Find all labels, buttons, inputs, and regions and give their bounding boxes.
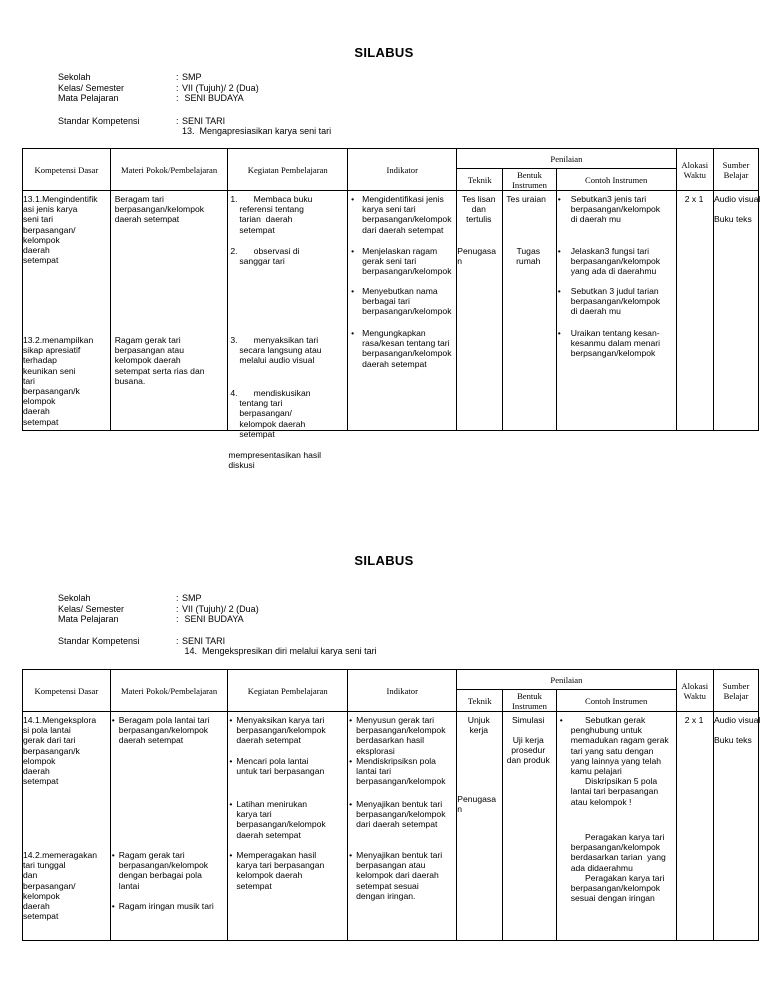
kegiatan-item: mempresentasikan hasil diskusi (228, 450, 322, 471)
bullet-icon: • (557, 246, 561, 256)
contoh-item: • Jelaskan3 fungsi tari berpasangan/kelompok yang ada di daerahmu (557, 246, 661, 277)
materi-item: • Ragam gerak tari berpasangan/kelompok dengan berbagai pola lantai (111, 850, 209, 891)
standar-kompetensi: Standar Kompetensi : SENI TARI 14. Mengekspresikan diri melalui karya seni tari (58, 636, 377, 656)
header-materi: Materi Pokok/Pembelajaran (110, 149, 228, 191)
info-row-sekolah: Sekolah : SMP (58, 72, 202, 82)
info-row-sekolah: Sekolah : SMP (58, 593, 202, 603)
materi-item: • Ragam iringan musik tari (111, 901, 214, 911)
header-kegiatan: Kegiatan Pembelajaran (228, 670, 348, 712)
kompetensi-cell (23, 712, 110, 940)
info-row-kelas: Kelas/ Semester : VII (Tujuh)/ 2 (Dua) (58, 82, 259, 93)
header-bentuk: Bentuk Instrumen (503, 169, 556, 191)
info-row-mapel: Mata Pelajaran : SENI BUDAYA (58, 614, 244, 624)
header-teknik: Teknik (457, 169, 503, 191)
sumber-item: Audio visual (714, 194, 761, 204)
kegiatan-item: 4. mendiskusikan tentang tari berpasangan/ kelompok daerah setempat (230, 388, 311, 439)
header-indikator: Indikator (348, 670, 457, 712)
header-kegiatan: Kegiatan Pembelajaran (228, 149, 348, 191)
info-row-mapel: Mata Pelajaran : SENI BUDAYA (58, 93, 244, 103)
teknik-item: Penugasa n (457, 794, 496, 815)
header-alokasi: Alokasi Waktu (676, 670, 713, 712)
bullet-icon: • (351, 246, 355, 256)
bentuk-cell (503, 191, 555, 430)
header-alokasi: Alokasi Waktu (676, 149, 713, 191)
header-sumber: Sumber Belajar (714, 670, 759, 712)
bentuk-item: Simulasi (512, 715, 545, 725)
indikator-item: • Mendiskripsiksn pola lantai tari berpasangan/kelompok (349, 756, 446, 787)
bentuk-item: Uji kerja prosedur dan produk (506, 735, 550, 766)
header-teknik: Teknik (457, 690, 503, 712)
bullet-icon: • (229, 850, 233, 860)
kompetensi-item: 14.1.Mengeksplora si pola lantai gerak dari tari berpasangan/k elompok daerah setempat (23, 715, 97, 787)
indikator-item: • Menyajikan bentuk tari berpasangan atau kelompok dari daerah setempat sesuai dengan iringan. (349, 850, 443, 901)
indikator-item: • Mengungkapkan rasa/kesan tentang tari berpasangan/kelompok daerah setempat (351, 328, 452, 369)
kegiatan-item: • Latihan menirukan karya tari berpasangan/kelompok daerah setempat (229, 799, 326, 840)
indikator-cell (348, 191, 456, 430)
kegiatan-cell (228, 712, 347, 940)
header-contoh: Contoh Instrumen (556, 169, 676, 191)
contoh-cell (557, 191, 676, 430)
info-value: SMP (182, 593, 202, 603)
bullet-icon: • (351, 286, 355, 296)
bullet-icon: • (111, 715, 115, 725)
bullet-icon: • (111, 850, 115, 860)
bullet-icon: • (557, 328, 561, 338)
standar-kompetensi: Standar Kompetensi : SENI TARI 13. Mengapresiasikan karya seni tari (58, 116, 332, 136)
header-kompetensi: Kompetensi Dasar (23, 670, 111, 712)
header-penilaian: Penilaian (457, 149, 676, 169)
kompetensi-cell (23, 191, 110, 430)
info-key: Mata Pelajaran (58, 614, 119, 624)
alokasi-value: 2 x 1 (684, 194, 704, 204)
school-info (58, 72, 259, 104)
info-value: SENI BUDAYA (182, 614, 244, 624)
info-key: Mata Pelajaran (58, 93, 119, 103)
bullet-icon: • (349, 850, 353, 860)
indikator-item: • Menjelaskan ragam gerak seni tari berpasangan/kelompok (351, 246, 452, 277)
info-value: VII (Tujuh)/ 2 (Dua) (182, 603, 259, 614)
materi-item: Beragam tari berpasangan/kelompok daerah setempat (114, 194, 205, 225)
contoh-cell (557, 712, 676, 940)
header-bentuk: Bentuk Instrumen (503, 690, 556, 712)
standar-key: Standar Kompetensi (58, 636, 140, 646)
bullet-icon: • (229, 715, 233, 725)
contoh-item: Peragakan karya tari berpasangan/kelompok berdasarkan tarian yang ada didaerahmu Peragakan karya tari berpasangan/kelompok sesuai dengan iringan (570, 832, 666, 904)
kompetensi-item: 13.1.Mengindentifik asi jenis karya seni tari berpasangan/ kelompok daerah setempat (23, 194, 98, 266)
bullet-icon: • (351, 328, 355, 338)
materi-cell (111, 191, 228, 430)
bullet-icon: • (557, 286, 561, 296)
document-title: SILABUS (354, 45, 414, 60)
alokasi-cell (677, 191, 713, 430)
sumber-cell (714, 191, 761, 430)
header-contoh: Contoh Instrumen (556, 690, 676, 712)
kegiatan-item: 2. observasi di sanggar tari (230, 246, 300, 267)
contoh-item: • Sebutkan3 jenis tari berpasangan/kelompok di daerah mu (557, 194, 661, 225)
bentuk-item: Tes uraian (506, 194, 546, 204)
bullet-icon: • (229, 756, 233, 766)
header-kompetensi: Kompetensi Dasar (23, 149, 111, 191)
bullet-icon: • (351, 194, 355, 204)
indikator-item: • Menyebutkan nama berbagai tari berpasangan/kelompok (351, 286, 452, 317)
kegiatan-item: • Mencari pola lantai untuk tari berpasangan (229, 756, 325, 777)
bullet-icon: • (349, 799, 353, 809)
bullet-icon: • (349, 756, 353, 766)
standar-value: SENI TARI (182, 116, 226, 126)
indikator-cell (348, 712, 456, 940)
sumber-item: Buku teks (714, 214, 752, 224)
sumber-item: Buku teks (714, 735, 752, 745)
info-key: Kelas/ Semester (58, 82, 125, 93)
indikator-item: • Menyusun gerak tari berpasangan/kelompok berdasarkan hasil eksplorasi (349, 715, 446, 756)
contoh-item: • Uraikan tentang kesan- kesanmu dalam menari berpsangan/kelompok (557, 328, 661, 359)
alokasi-cell (677, 712, 713, 940)
sumber-item: Audio visual (714, 715, 761, 725)
indikator-item: • Menyajikan bentuk tari berpasangan/kelompok dari daerah setempat (349, 799, 446, 830)
info-key: Kelas/ Semester (58, 603, 125, 614)
teknik-cell (457, 712, 502, 940)
header-indikator: Indikator (348, 149, 457, 191)
info-row-kelas: Kelas/ Semester : VII (Tujuh)/ 2 (Dua) (58, 603, 259, 614)
teknik-cell (457, 191, 502, 430)
kegiatan-item: • Menyaksikan karya tari berpasangan/kelompok daerah setempat (229, 715, 326, 746)
silabus-table (22, 148, 761, 471)
standar-key: Standar Kompetensi (58, 116, 140, 126)
standar-sub: 14. Mengekspresikan diri melalui karya seni tari (182, 646, 377, 656)
header-penilaian: Penilaian (457, 670, 676, 690)
standar-value: SENI TARI (182, 636, 226, 646)
info-value: SENI BUDAYA (182, 93, 244, 103)
info-key: Sekolah (58, 593, 91, 603)
materi-cell (111, 712, 228, 940)
teknik-item: Unjuk kerja (467, 715, 490, 736)
sumber-cell (714, 712, 761, 940)
kompetensi-item: 14.2.memeragakan tari tunggal dan berpasangan/ kelompok daerah setempat (23, 850, 98, 922)
materi-item: • Beragam pola lantai tari berpasangan/kelompok daerah setempat (111, 715, 210, 746)
bullet-icon: • (349, 715, 353, 725)
bullet-icon: • (557, 194, 561, 204)
header-materi: Materi Pokok/Pembelajaran (110, 670, 228, 712)
bentuk-item: Tugas rumah (516, 246, 541, 267)
school-info (58, 593, 259, 625)
document-title: SILABUS (354, 553, 414, 568)
bullet-icon: • (111, 901, 115, 911)
contoh-item: • Sebutkan 3 judul tarian berpasangan/kelompok di daerah mu (557, 286, 661, 317)
bentuk-cell (503, 712, 555, 940)
indikator-item: • Mengidentifikasi jenis karya seni tari berpasangan/kelompok dari daerah setempat (351, 194, 452, 235)
kegiatan-item: 3. menyaksikan tari secara langsung atau melalui audio visual (230, 335, 322, 366)
kompetensi-item: 13.2.menampilkan sikap apresiatif terhadap keunikan seni tari berpasangan/k elompok daerah setempat (23, 335, 94, 427)
info-value: SMP (182, 72, 202, 82)
bullet-icon: • (559, 715, 563, 725)
silabus-table (22, 669, 759, 941)
bullet-icon: • (229, 799, 233, 809)
teknik-item: Penugasa n (457, 246, 496, 267)
teknik-item: Tes lisan dan tertulis (462, 194, 496, 225)
alokasi-value: 2 x 1 (684, 715, 704, 725)
kegiatan-item: • Memperagakan hasil karya tari berpasangan kelompok daerah setempat (229, 850, 325, 891)
kegiatan-item: 1. Membaca buku referensi tentang tarian daerah setempat (230, 194, 313, 235)
materi-item: Ragam gerak tari berpasangan atau kelompok daerah setempat serta rias dan busana. (114, 335, 205, 386)
standar-sub: 13. Mengapresiasikan karya seni tari (182, 126, 332, 136)
info-value: VII (Tujuh)/ 2 (Dua) (182, 82, 259, 93)
header-sumber: Sumber Belajar (714, 149, 759, 191)
contoh-item: • Sebutkan gerak penghubung untuk memadukan ragam gerak tari yang satu dengan yang lainnya yang telah kamu pelajari Diskripsikan 5 pola lantai tari berpasangan atau kelompok ! (559, 715, 669, 807)
info-key: Sekolah (58, 72, 91, 82)
kegiatan-cell (228, 191, 347, 471)
